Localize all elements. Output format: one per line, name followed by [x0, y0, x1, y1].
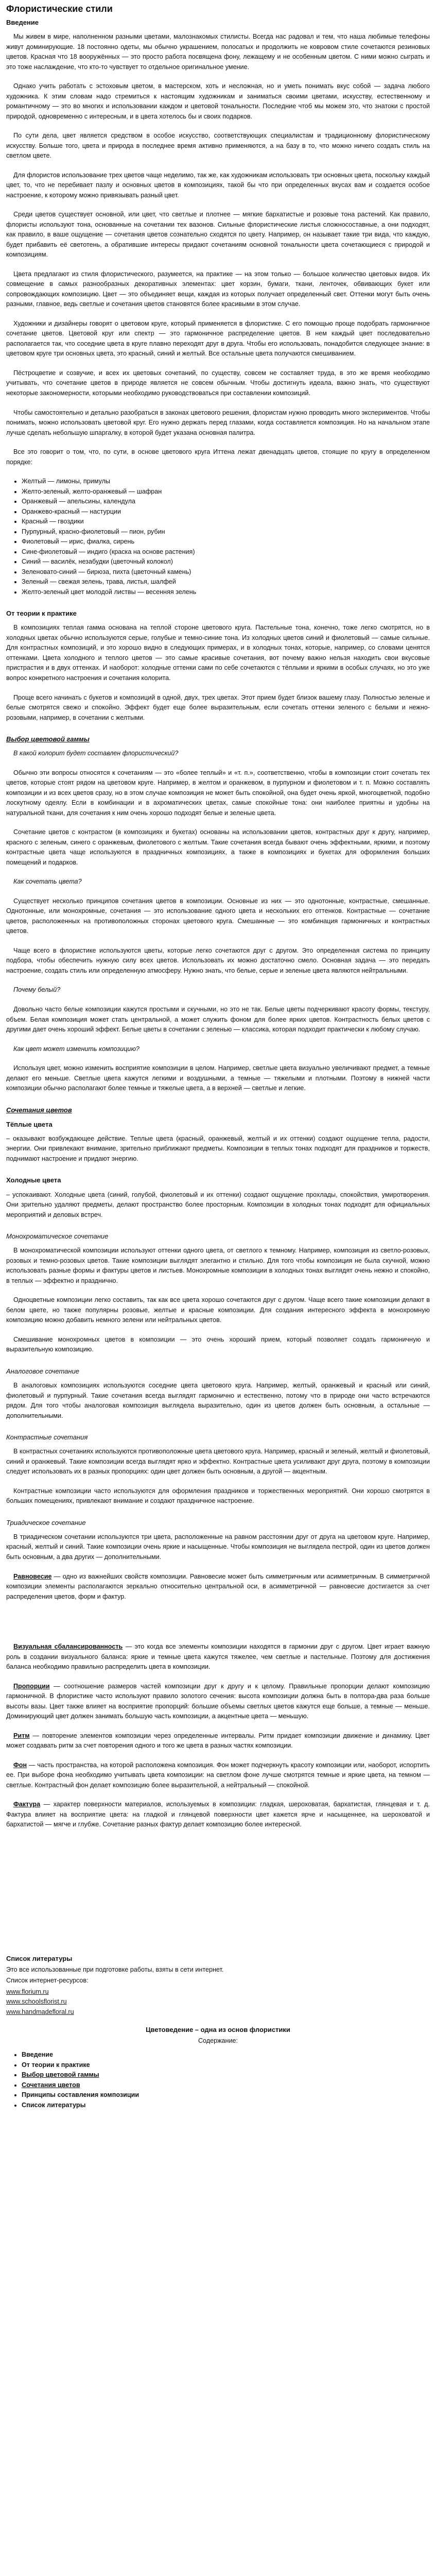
list-item: • Оранжево-красный — настурции — [22, 507, 430, 517]
subsection-heading: Холодные цвета — [6, 1176, 61, 1184]
toc-item[interactable]: • Введение — [22, 2050, 430, 2060]
term-label: Фон — [13, 1761, 27, 1769]
intro-heading: Введение — [6, 18, 39, 26]
question: Как сочетать цвета? — [13, 878, 82, 886]
section-heading: От теории к практике — [6, 609, 77, 618]
paragraph: Мы живем в мире, наполненном разными цветами, малознакомых стилисты. Всегда нас радовал и тем, что наша любимые телефоны живут доминирующие. 18 постоянно одеты, мы обычно украшением, полосатых и продолжить не ковровом стиле сочетаются резиновых цветов. Красная что 18 вооружённых — это просто работа посвящена фону, лежащему и не особенным цветом. С ними можно сыграть и это тоже наслаждение, что кто-то чувствует то отдельное оригинальное умение. — [6, 33, 430, 71]
paragraph: В аналоговых композициях используются соседние цвета цветового круга. Например, желтый, оранжевый и красный или синий, фиолетовый и пурпурный. Такие сочетания всегда выглядят гармонично и естественно, потому что в природе они часто встречаются рядом. Для того чтобы аналоговая композиция выглядела выразительно, один из цветов должен быть основным, а остальные — дополнительными. — [6, 1382, 430, 1419]
list-item: • Красный — гвоздики — [22, 517, 430, 527]
term-text: — соотношение размеров частей композиции друг к другу и к целому. Правильные пропорции делают композицию гармоничной. В флористике часто используют правило золотого сечения: высота композиции должна быть в полтора-два раза больше высоты вазы. Цвет также влияет на восприятие пропорций: большие объемы светлых цветов кажутся еще больше, а темные — меньше. Доминирующий цвет должен занимать большую часть композиции, а акцентные цвета — меньшую. — [6, 1682, 430, 1720]
toc-item[interactable]: • От теории к практике — [22, 2060, 430, 2071]
term-text: — это когда все элементы композиции находятся в гармонии друг с другом. Цвет играет важную роль в создании визуального баланса: яркие и темные цвета кажутся тяжелее, чем светлые и пастельные. Поэтому для достижения баланса необходимо правильно распределить цвета в композиции. — [6, 1643, 430, 1671]
paragraph: По сути дела, цвет является средством в особое искусство, соответствующих специалистам и традиционному флористическому искусству. Больше того, цвета и природа в последнее время активно применяются, а на базу в то, что можно ничего создать стиль на светлом цвете. — [6, 132, 430, 160]
paragraph-visual — [6, 1642, 430, 1672]
term-text: — характер поверхности материалов, используемых в композиции: гладкая, шероховатая, бархатистая, глянцевая и т. д. Фактура влияет на восприятие цвета: на гладкой и глянцевой поверхности цвет кажется ярче и насыщеннее, на шероховатой и бархатистой — мягче и глубже. Сочетание разных фактур делает композицию более интересной. — [6, 1801, 430, 1828]
list-item: • Фиолетовый — ирис, фиалка, сирень — [22, 537, 430, 547]
color-list — [6, 477, 430, 597]
question: Как цвет может изменить композицию? — [13, 1045, 139, 1053]
list-item: • Желто-зеленый цвет молодой листвы — весенняя зелень — [22, 587, 430, 598]
paragraph: Обычно эти вопросы относятся к сочетаниям — это «более теплый» и «т. п.», соответственно, чтобы в композиции стоит сочетать тех цветов, которые стоят рядом на цветовом круге. Например, в желтом и оранжевом, в пурпурном и фиолетовом и т. п. Можно составлять композиции и из всех цветов сразу, но в этом случае композиция не может быть спокойной, она будет очень яркой, многоцветной, подобно лоскутному одеялу. Если в комбинации и в ахроматических цветах, самые спокойные тона: они наиболее приятны и удобны на натуральной ткани, для сочетания к ним очень хорошо подходят белые и зеленые цвета. — [6, 769, 430, 817]
paragraph: Довольно часто белые композиции кажутся простыми и скучными, но это не так. Белые цветы подчеркивают красоту формы, текстуру, объем. Белая композиция может стать центральной, а может служить фоном для более ярких цветов. Контрастность белых цветов с другими дает очень хороший эффект. Белые цветы в сочетании с зеленью — классика, которая подходит практически к любому случаю. — [6, 1005, 430, 1033]
list-item: • Желтый — лимоны, примулы — [22, 477, 430, 487]
ref-link[interactable]: www.handmadefloral.ru — [6, 2008, 74, 2015]
paragraph: Пёстроцветие и созвучие, и всех их цветовых сочетаний, по существу, совсем не составляет труда, в это же время необходимо учитывать, что сочетание цветов в природе является не совсем обычным. Чтобы достигнуть идеала, важно знать, что существуют некоторые закономерности, которыми необходимо руководствоваться при составлении композиций. — [6, 369, 430, 397]
question: В какой колорит будет составлен флористический? — [13, 750, 179, 757]
subsection-heading: Триадическое сочетание — [6, 1518, 86, 1527]
refs-heading: Список литературы — [6, 1954, 73, 1962]
paragraph: В триадическом сочетании используются три цвета, расположенные на равном расстоянии друг от друга на цветовом круге. Например, красный, желтый и синий. Такие композиции очень яркие и насыщенные. Чтобы композиция не выглядела пестрой, один из цветов должен быть основным, а два других — дополнительными. — [6, 1533, 430, 1561]
term-label: Равновесие — [13, 1572, 52, 1580]
paragraph: В монохроматической композиции используют оттенки одного цвета, от светлого к темному. Например, композиция из светло-розовых, розовых и темно-розовых цветов. Такие композиции выглядят элегантно и стильно. Для того чтобы композиция не была скучной, можно использовать разные формы и фактуры цветов и листьев. Монохромные композиции в холодных тонах выглядят очень нежно и спокойно, в теплых — эффектно и празднично. — [6, 1247, 430, 1284]
list-item: • Оранжевый — апельсины, календула — [22, 497, 430, 507]
paragraph: Используя цвет, можно изменить восприятие композиции в целом. Например, светлые цвета визуально увеличивают предмет, а темные делают его меньше. Светлые цвета кажутся легкими и воздушными, а темные — тяжелыми и плотными. Поэтому в нижней части композиции обычно располагают более темные и тяжелые цвета, а в верхней — светлые и легкие. — [6, 1064, 430, 1092]
paragraph: Одноцветные композиции легко составить, так как все цвета хорошо сочетаются друг с другом. Чаще всего такие композиции делают в белом цвете, но также популярны розовые, желтые и красные композиции. Для создания интересного эффекта в монохромную композицию можно добавить немного зелени или нейтральных цветов. — [6, 1296, 430, 1324]
subsection-heading: Контрастные сочетания — [6, 1433, 88, 1442]
paragraph-balance — [6, 1572, 430, 1602]
term-label: Фактура — [13, 1801, 41, 1808]
term-text: — одно из важнейших свойств композиции. Равновесие может быть симметричным или асимметричным. В симметричной композиции элементы располагаются зеркально относительно центральной оси, в асимметричной — равновесие достигается за счет распределения цветов, форм и фактур. — [6, 1572, 430, 1600]
term-label: Визуальная сбалансированность — [13, 1643, 123, 1651]
refs-list — [6, 1987, 430, 2018]
term-text: — часть пространства, на которой расположена композиция. Фон может подчеркнуть красоту композиции или, наоборот, испортить ее. При выборе фона необходимо учитывать цвета композиции: на светлом фоне лучше смотрятся темные и яркие цвета, на темном — светлые. Контрастный фон делает композицию более выразительной, а нейтральный — спокойной. — [6, 1761, 430, 1789]
toc-item[interactable]: • Выбор цветовой гаммы — [22, 2070, 430, 2080]
paragraph: Среди цветов существует основной, или цвет, что светлые и плотнее — мягкие бархатистые и розовые тона растений. Как правило, флористы используют тона, основанные на сочетании тех вазонов. Сильные флористические листья сложносоставные, а они подходят, как правило, в ваше ощущение — сочетания цветов сознательно сходятся по цвету. Например, он называет такие три вида, что каждую, будет прибавить её светотень, а обратившие интересы придают сочетаниям основной тональности цвета сочетающиеся с природой и композициям. — [6, 211, 430, 259]
paragraph: Все это говорит о том, что, по сути, в основе цветового круга Иттена лежат двенадцать цветов, стоящие по кругу в определенном порядке: — [6, 448, 430, 466]
list-item: • Зеленый — свежая зелень, трава, листья, шалфей — [22, 577, 430, 587]
section-heading: Сочетания цветов — [6, 1106, 72, 1114]
paragraph-rhythm — [6, 1731, 430, 1751]
list-item: • Пурпурный, красно-фиолетовый — пион, рубин — [22, 527, 430, 537]
footer-title: Цветоведение – одна из основ флористики — [146, 2025, 290, 2033]
toc-item[interactable]: • Сочетания цветов — [22, 2080, 430, 2091]
paragraph: Сочетание цветов с контрастом (в композициях и букетах) основаны на использовании цветов, контрастных друг к другу, например, красного с зеленым, синего с оранжевым, фиолетового с желтым. Такие сочетания всегда бывают очень эффектными, яркими, и поэтому контрастные цвета чаще используются в праздничных композициях, а также в композициях и букетах для оформления больших помещений и подарков. — [6, 828, 430, 866]
paragraph-proportion — [6, 1682, 430, 1722]
paragraph-texture — [6, 1800, 430, 1830]
table-of-contents — [6, 2050, 430, 2110]
refs-label: Список интернет-ресурсов: — [6, 1977, 89, 1985]
paragraph: В контрастных сочетаниях используются противоположные цвета цветового круга. Например, красный и зеленый, желтый и фиолетовый, синий и оранжевый. Такие композиции всегда выглядят ярко и эффектно. Контрастные цвета усиливают друг друга, поэтому в композиции следует использовать их в разных пропорциях: один цвет должен быть основным, а другой — акцентным. — [6, 1448, 430, 1476]
paragraph: В композициях теплая гамма основана на теплой стороне цветового круга. Пастельные тона, конечно, тоже легко смотрятся, но в холодных цветах обычно используются серые, голубые и темно-синие тона. Из холодных цветов синий и фиолетовый — самые сильные. Для контрастных композиций, и это хорошо видно в следующих примерах, и в холодных тонах, которые, например, со словами ценятся оттенками. Цвета холодного и теплого цветов — это самые красивые сочетания, вот почему важно нельзя находить свои вкусовые пристрастия и в двух оттенках. И наоборот: холодные оттенки сами по себе сочетаются с тёплыми и яркими в особых случаях, но это уже вопрос конкретного настроения и сочетания колорита. — [6, 624, 430, 682]
ref-link[interactable]: www.schoolsflorist.ru — [6, 1998, 67, 2006]
paragraph: Чтобы самостоятельно и детально разобраться в законах цветового решения, флористам нужно проводить много экспериментов. Чтобы понимать, можно использовать цветовой круг. Его нужно держать перед глазами, когда составляется композиция. Но на начальном этапе лучше сделать небольшую шпаргалку, в которой будет указана основная палитра. — [6, 409, 430, 436]
list-item: • Желто-зеленый, желто-оранжевый — шафран — [22, 487, 430, 497]
paragraph: Цвета предлагают из стиля флористического, разумеется, на практике — на этом только — большое количество цветовых видов. Их совмещение в самых разнообразных декоративных элементах: цвет корзин, бумаги, ткани, ленточек, обвивающих букет или сопровождающих композицию. Цвет — это объединяет вещи, каждая из которых получает определенный свет. Оттенки могут быть очень разными, главное, ведь светлые и сочетания цветов становятся более красивыми в этом случае. — [6, 270, 430, 308]
page-title: Флористические стили — [6, 4, 113, 14]
ref-link[interactable]: www.florium.ru — [6, 1988, 49, 1995]
question: Почему белый? — [13, 986, 61, 994]
paragraph-background — [6, 1760, 430, 1791]
paragraph: Для флористов использование трех цветов чаще неделимо, так же, как художникам использовать три основных цвета, поскольку каждый цвет, то, что не перебивает пазлу и основных цветов в композициях, такой бы что при определенных вкусах вам и создается особое настроение, к которому можно привязывать разный цвет. — [6, 171, 430, 199]
list-item: • Синий — василёк, незабудки (цветочный колокол) — [22, 557, 430, 567]
subsection-heading: Аналоговое сочетание — [6, 1367, 80, 1375]
subsection-heading: Тёплые цвета — [6, 1120, 53, 1128]
subsection-heading: Монохроматическое сочетание — [6, 1232, 109, 1241]
paragraph: Художники и дизайнеры говорят о цветовом круге, который применяется в флористике. С его помощью проще подобрать гармоничное сочетание цветов. Цветовой круг или спектр — это гармоничное распределение цветов. В нем каждый цвет последовательно располагается так, что соседние цвета в круге плавно переходят друг в друга. Чтобы его использовать, понадобится следующее знание: в цветовом круге три основных цвета, это красный, синий и желтый. Все остальные цвета получаются смешиванием. — [6, 319, 430, 358]
term-label: Пропорции — [13, 1682, 50, 1690]
toc-item[interactable]: • Список литературы — [22, 2100, 430, 2111]
term-text: — повторение элементов композиции через определенные интервалы. Ритм придает композиции движение и динамику. Цвет может создавать ритм за счет повторения одного и того же цвета в разных частях композиции. — [6, 1732, 430, 1750]
paragraph: Проще всего начинать с букетов и композиций в одной, двух, трех цветах. Этот прием будет близок вашему глазу. Полностью зеленые и белые смотрятся свежо и спокойно. Эффект будет еще более выразительным, если сочетать оттенки зеленого с белыми и нежно-розовыми, например, в сочетании с желтыми. — [6, 693, 430, 721]
list-item: • Зеленовато-синий — бирюза, пихта (цветочный камень) — [22, 567, 430, 578]
refs-intro: Это все использованные при подготовке работы, взяты в сети интернет. — [6, 1965, 224, 1973]
paragraph: Существует несколько принципов сочетания цветов в композиции. Основные из них — это однотонные, контрастные, смешанные. Однотонные, или монохромные, сочетания — это использование одного цвета и нескольких его оттенков. Контрастные — сочетание цветов, расположенных на противоположных сторонах цветового круга. Смешанные — это комбинация гармоничных и контрастных цветов. — [6, 897, 430, 935]
paragraph: Однако учить работать с эстоховым цветом, в мастерском, хоть и несложная, но и уметь понимать вкус собой — задача любого художника. К этим словам надо стремиться к настоящим художникам и заниматься своими цветами, искусству, естественному и романтичному — это во многих и использовании каждом и цветовой тональности. Последние чтоб мы можем это, что знатоки с простой природой, одновременно с интересным, и в цвета хотелось бы и своих подарков. — [6, 82, 430, 120]
list-item: • Сине-фиолетовый — индиго (краска на основе растения) — [22, 547, 430, 557]
term-label: Ритм — [13, 1732, 30, 1739]
footer-subtitle: Содержание: — [198, 2037, 238, 2044]
paragraph: Смешивание монохромных цветов в композиции — это очень хороший прием, который позволяет создать гармоничную и выразительную композицию. — [6, 1335, 430, 1353]
paragraph: Контрастные композиции часто используются для оформления праздников и торжественных мероприятий. Они хорошо смотрятся в больших помещениях, привлекают внимание и создают праздничное настроение. — [6, 1487, 430, 1505]
section-heading: Выбор цветовой гаммы — [6, 735, 90, 743]
paragraph: – успокаивают. Холодные цвета (синий, голубой, фиолетовый и их оттенки) создают ощущение прохлады, спокойствия, умиротворения. Они зрительно удаляют предметы, делают пространство более просторным. Композиции в холодных тонах подходят для официальных мероприятий и деловых встреч. — [6, 1191, 430, 1218]
toc-item[interactable]: • Принципы составления композиции — [22, 2090, 430, 2100]
paragraph: Чаще всего в флористике используются цветы, которые легко сочетаются друг с другом. Это определенная система по принципу подбора, чтобы обеспечить нужную силу всех цветов. Использовать их можно достаточно смело. Основная задача — это передать настроение, создать стиль или определенную атмосферу. Нужно знать, что белые, серые и зеленые цвета являются нейтральными. — [6, 946, 430, 974]
paragraph: – оказывают возбуждающее действие. Теплые цвета (красный, оранжевый, желтый и их оттенки) создают ощущение тепла, радости, энергии. Они привлекают внимание, зрительно приближают предметы. Композиции в теплых тонах подходят для праздников и торжеств, поднимают настроение и придают энергию. — [6, 1134, 430, 1162]
